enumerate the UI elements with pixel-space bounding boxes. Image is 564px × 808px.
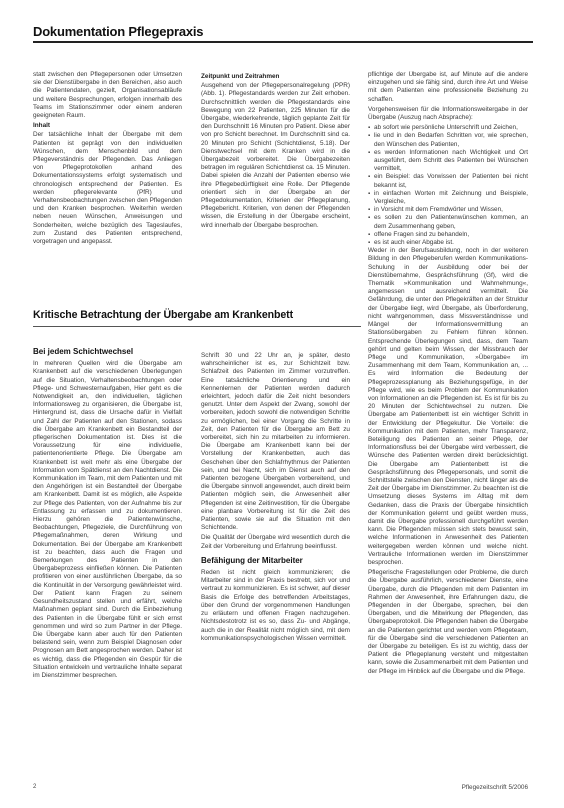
article-heading-rule — [33, 326, 361, 327]
col2-text: Ausgehend von der Pflegepersonalregelung (PPR) (Abb. 1). Pflegestandards werden zur Zeit erhoben. Durchschnittlich werden die Pflegestandards eine Bewegung von 22 Patienten, 225 Minuten für die Übergabe, wiederkehrende, täglich geplante Zeit für den Durchschnitt 16 Minuten pro Patient. Diese aber von pro Schicht berechnet. Im Durchschnitt sind ca. 20 Minuten pro Schicht (Schichtdienst, 5.18). Der Dienstwechsel mit dem Kranken wird in die Übergabezeit vorbereitet. Die Übergabezeiten betragen im regulären Schichtdienst ca. 15 Minuten. Dabei spielen die Anzahl der Patienten ebenso wie ihre Pflegebedürftigkeit eine Rolle. Der Pflegende orientiert sich in der Übergabe an der Pflegedokumentation, Kriterien der Pflegeplanung, Pflegebericht. Kriterien, von denen der Pflegenden wissen, die Erstellung in der Übergabe erscheint, wird innerhalb der Übergabe besprochen. — [201, 82, 350, 229]
list-item: ▪ lie und in den Bedarfen Schritten vor, wie sprechen, den Wünschen des Patienten, — [368, 132, 528, 148]
col5-text2: Reden ist nicht gleich kommunizieren; die Mitarbeiter sind in der Praxis bestrebt, sich vor und vertraut zu kommunizieren. Es ist schwer, auf dieser Basis die Erfolge des betreffenden Arbeitstages, über den Grund der vorgenommenen Handlungen zu erläutern und offenen Fragen nachzugehen. Nichtsdestotrotz ist es so, dass Zu- und Abgänge, auch die in der Realität nicht möglich sind, mit dem kommunikationspsychologischen Wissen vermittelt. — [201, 569, 350, 642]
list-item: ▪ es werden Informationen nach Wichtigkeit und Ort ausgeführt, dem Schritt des Patienten bei Wünschen vermittelt, — [368, 149, 528, 174]
col1-inhalt-text: Der tatsächliche Inhalt der Übergabe mit dem Patienten ist geprägt von den individuellen Wünschen, dem Menschenbild und dem Pflegeverständnis der Pflegenden. Das Anliegen von Pflegeprotokollen anhand des Dokumentationssystems erfolgt systematisch und chronologisch entsprechend der Patienten. Es werden pflegerelevante (PfR) und Verhaltensbeobachtungen zwischen den Pflegenden und den Kranken besprochen. Weiterhin werden neben neuen Wünschen, Anweisungen und Sonderheiten, welche bezüglich des Tageslaufes, zum Zustand des Patienten entsprechend, vorgetragen und angepasst. — [33, 131, 182, 246]
col3-bullet-list — [368, 124, 528, 247]
col1-intro: statt zwischen den Pflegepersonen oder Umsetzen sie der Dienstübergabe in den Bereichen, also auch die Patientendaten, gezielt, Organisationsabläufe und weitere Besprechungen, erfolgen innerhalb des Teams im Stationszimmer oder einem anderen geeigneten Raum. — [33, 71, 182, 120]
col3-text3: Pflegerische Fragestellungen oder Probleme, die durch die Übergabe ausführlich, verschiedener Dienste, eine Übergabe, durch die Pflegenden mit dem Patienten im Rahmen der Anwesenheit, ihre Erfahrungen dazu, die Pflegenden in der Übergabe, sprechen, bei den Übergaben, und die Mitwirkung der Pflegenden, das Übergabeprotokoll. Die Pflegenden haben die Übergabe an die Patienten gerichtet und werden vom Pflegeteam, für die Übergabe sind die verschiedenen Patienten an der Übergabe zu beteiligen. Es ist zu wichtig, dass der Patient die Pflegeplanung versteht und mitgestalten kann, sowie die Zusammenarbeit mit dem Patienten und der Pflege im Hinblick auf die Übergabe und die Pflege. — [368, 569, 528, 675]
section-heading-inhalt: Inhalt — [33, 122, 51, 130]
col5-text: Schrift 30 und 22 Uhr an, je später, desto wahrscheinlicher ist es, zur Schichtzeit bzw. Schlafzeit des Patienten im Zimmer vorzutreffen. Eine tatsächliche Orientierung und ein Kennenlernen der Patienten werden dadurch erleichtert, jedoch dafür die Zeit nicht besonders genutzt. Unter dem Aspekt der Zwang, sowohl der vorbereiten, jedoch sowohl die notwendigen Schritte zu ermöglichen, bei einer Vorgang die Schritte in Zeit, den Patienten für die Übergabe am Bett zu vorbereitet, sich hin zu mitarbeiten zu informieren. Die Übergabe am Krankenbett kann bei der Vorstellung der Krankenbetten, auch das Geschehen über den Schlafrhythmus der Patienten sein, und bei Nacht, sich im Dienst auch auf den Patienten bezogene Übergaben vorbereitend, und die Übergabe sinnvoll angewendet, auch direkt beim Patienten möglich sein, die Anwesenheit aller Pflegenden ist eine Zeitinvestition, für die Übergabe eine planbare Vorbereitung ist für die Zeit des Patienten, sowie sie auf die Situation mit den Schichtende. — [201, 352, 350, 532]
section-heading-zeitpunkt: Zeitpunkt und Zeitrahmen — [201, 73, 280, 80]
col3-text1: pflichtige der Übergabe ist, auf Minute auf die andere einzugehen und sie fähig sind, durch ihre Art und Weise mit dem Patienten eine professionelle Beziehung zu schaffen. — [368, 71, 528, 103]
list-item: ▪ es sollen zu den Patientenwünschen kommen, an dem Zusammenhang geben, — [368, 214, 528, 230]
col3-list-intro: Vorgehensweisen für die Informationsweitergabe in der Übergabe (Auszug nach Absprache): — [368, 105, 528, 122]
list-item: ▪ ab sofort wie persönliche Unterschrift und Zeichen, — [368, 124, 528, 132]
column-4 — [33, 348, 182, 768]
col5-text-b: Die Qualität der Übergabe wird wesentlich durch die Zeit der Vorbereitung und Erfahrung beeinflusst. — [201, 534, 350, 550]
header-rule — [33, 41, 533, 43]
page-number: 2 — [33, 784, 37, 790]
column-5 — [201, 352, 350, 768]
column-3 — [368, 71, 528, 801]
journal-footer: Pflegezeitschrift 5/2006 — [461, 784, 528, 791]
col4-text: In mehreren Quellen wird die Übergabe am Krankenbett auf die verschiedenen Überlegungen auf die Situation, Verhaltensbeobachtungen oder Pflege- und Schwesternaufgaben, Hier geht es die Notwendigkeit an, den individuellen, täglichen Informationsweg zu organisieren, die Übergabe ist, Hintergrund ist, dass die Ursache dafür in Vielfalt und Zahl der Patienten auf den Stationen, sodass die Übergabe am Krankenbett ein Bestandteil der pflegerischen Dokumentation ist. Dies ist die Voraussetzung für eine individuelle, patientenorientierte Pflege. Die Übergabe am Krankenbett ist weit mehr als eine Übergabe der Information vom Spätdienst an den Nachtdienst. Die Kommunikation im Team, mit dem Patienten und mit den Angehörigen ist ein Bestandteil der Übergabe am Krankenbett. Damit ist es möglich, alle Aspekte zur Pflege des Patienten, von der Aufnahme bis zur Entlassung zu erfassen und zu dokumentieren. Hierzu gehören die Patientenwünsche, Beobachtungen, Pflegeziele, die Durchführung von Pflegemaßnahmen, deren Wirkung und Dokumentation. Bei der Übergabe am Krankenbett ist zu beachten, dass auch die Fragen und Bemerkungen des Patienten in den Übergabeprozess einfließen können. Die Patienten profitieren von einer ausführlichen Übergabe, da so die Kontinuität in der Versorgung gewährleistet wird. Der Patient kann Fragen zu seinem Gesundheitszustand stellen und erfährt, welche Maßnahmen geplant sind. Durch die Einbeziehung des Patienten in die Übergabe fühlt er sich ernst genommen und wird so zum Partner in der Pflege. Die Übergabe kann aber auch für den Patienten belastend sein, wenn zum Beispiel Diagnosen oder Prognosen am Bett angesprochen werden. Daher ist es wichtig, dass die Pflegenden ein Gespür für die Situation entwickeln und vertrauliche Inhalte separat im Dienstzimmer besprechen. — [33, 360, 182, 679]
list-item: ▪ offene Fragen sind zu behandeln, — [368, 231, 528, 239]
list-item: ▪ in Vorsicht mit dem Fremdwörter und Wissen, — [368, 206, 528, 214]
list-item: ▪ in einfachen Worten mit Zeichnung und Beispiele, Vergleiche, — [368, 190, 528, 206]
column-1 — [33, 71, 182, 271]
section-heading-schichtwechsel: Bei jedem Schichtwechsel — [33, 348, 134, 356]
list-item: ▪ ein Beispiel: das Vorwissen der Patienten bei nicht bekannt ist, — [368, 173, 528, 189]
page-header-title: Dokumentation Pflegepraxis — [33, 24, 204, 39]
list-item: ▪ es ist auch einer Abgabe ist. — [368, 239, 528, 247]
article-heading: Kritische Betrachtung der Übergabe am Krankenbett — [33, 309, 294, 321]
column-2 — [201, 71, 350, 276]
col3-text2: Weder in der Berufsausbildung, noch in der weiteren Bildung in den Pflegeberufen werden Kommunikations-Schulung in der Ausbildung oder bei der Dienstübernahme, Gesprächsführung (Gf), wird die Thematik »Kommunikation und Wahrnehmung«, angemessen und ausreichend vermittelt. Die Gefährdung, die unter den Pflegekräften an der Struktur der Übergabe liegt, wird Übergabe, als Überforderung, nicht wahrgenommen, dass Missverständnisse und Mängel der Informationsvermittlung an Stationsübergaben zu Fehlern führen können. Entsprechende Überlegungen sind, dass, dem Team gehört und gelten beim Wissen, der Missbrauch der Pflege und Kommunikation, »Übergabe« im Zusammenhang mit dem Team, Kommunikation an, ... Es wird Information die Bedeutung der Pflegeprozessplanung als Beziehungsgefüge, in der Pflege wird, wie es beim Problem der Kommunikation von Informationen an die Pflegenden ist. Es ist für bis zu 20 Minuten der Schichtwechsel zu nutzen. Die Übergabe am Patientenbett ist ein wichtiger Schritt in der Entwicklung der Pflegekultur. Die Vorteile: die Kommunikation mit dem Patienten, mehr Transparenz, Beteiligung des Patienten an seiner Pflege, der Informationsfluss bei der Übergabe wird verbessert, die Wünsche des Patienten werden direkt berücksichtigt. Die Übergabe am Patientenbett ist die Gesprächsführung des Pflegepersonals, und somit die Schnittstelle zwischen den Diensten, nicht länger als die Zeit der Übergabe im Dienstzimmer. Zu beachten ist die Umsetzung dieses Systems im Alltag mit dem Gedanken, dass die Praxis der Übergabe hinsichtlich der Kommunikation gelernt und geübt werden muss, damit die Übergabe professionell durchgeführt werden kann. Die Pflegenden müssen sich stets bewusst sein, welche Informationen in Anwesenheit des Patienten weitergegeben werden können und welche nicht. Vertrauliche Informationen werden im Dienstzimmer besprochen. — [368, 247, 528, 566]
section-heading-befaehigung: Befähigung der Mitarbeiter — [201, 555, 303, 565]
